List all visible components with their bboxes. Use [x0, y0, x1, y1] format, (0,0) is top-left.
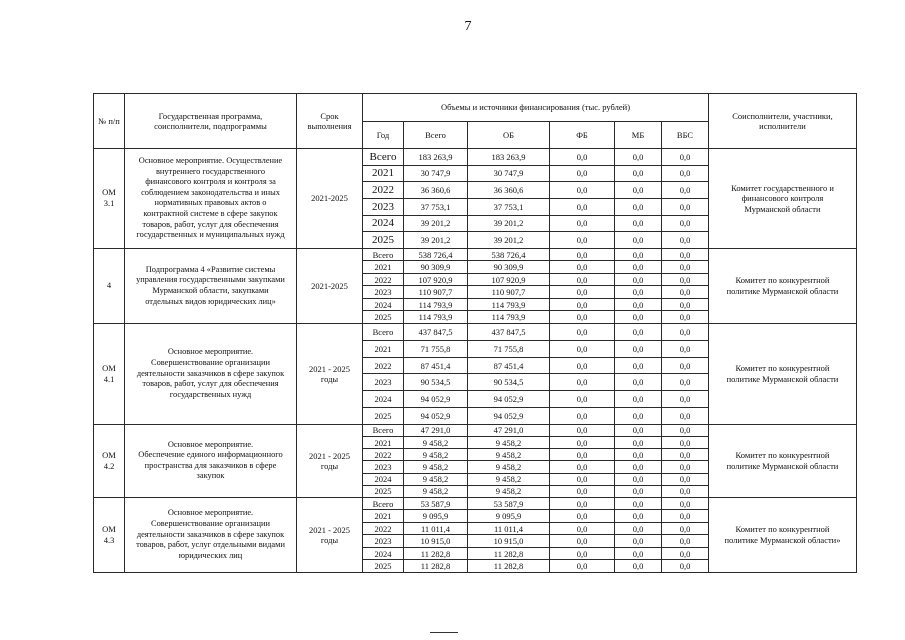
- mb-cell: 0,0: [615, 286, 662, 299]
- term-cell: 2021 - 2025 годы: [297, 323, 363, 424]
- vbs-cell: 0,0: [662, 424, 709, 436]
- fb-cell: 0,0: [550, 273, 615, 286]
- fb-cell: 0,0: [550, 149, 615, 166]
- total-cell: 30 747,9: [404, 165, 468, 182]
- ob-cell: 71 755,8: [468, 340, 550, 357]
- mb-cell: 0,0: [615, 149, 662, 166]
- total-cell: 183 263,9: [404, 149, 468, 166]
- ob-cell: 90 309,9: [468, 261, 550, 274]
- vbs-cell: 0,0: [662, 374, 709, 391]
- table-row: [94, 424, 857, 436]
- ob-cell: 39 201,2: [468, 232, 550, 249]
- ob-cell: 87 451,4: [468, 357, 550, 374]
- year-cell: 2024: [363, 391, 404, 408]
- header-term: Срок выполнения: [297, 94, 363, 149]
- ob-cell: 10 915,0: [468, 535, 550, 548]
- year-cell: 2024: [363, 298, 404, 311]
- mb-cell: 0,0: [615, 535, 662, 548]
- program-cell: Основное мероприятие. Обеспечение единого информационного пространства для заказчиков в сфере закупок: [125, 424, 297, 497]
- vbs-cell: 0,0: [662, 298, 709, 311]
- year-cell: 2023: [363, 198, 404, 215]
- mb-cell: 0,0: [615, 261, 662, 274]
- year-cell: 2025: [363, 485, 404, 497]
- fb-cell: 0,0: [550, 311, 615, 324]
- fb-cell: 0,0: [550, 261, 615, 274]
- fb-cell: 0,0: [550, 522, 615, 535]
- fb-cell: 0,0: [550, 286, 615, 299]
- mb-cell: 0,0: [615, 248, 662, 261]
- financing-table: [93, 93, 857, 573]
- vbs-cell: 0,0: [662, 522, 709, 535]
- header-program: Государственная программа, соисполнители, подпрограммы: [125, 94, 297, 149]
- ob-cell: 437 847,5: [468, 323, 550, 340]
- mb-cell: 0,0: [615, 273, 662, 286]
- program-cell: Основное мероприятие. Совершенствование организации деятельности заказчиков в сфере закупок товаров, работ, услуг отдельными видами юридических лиц: [125, 497, 297, 572]
- total-cell: 9 458,2: [404, 461, 468, 473]
- table-row: [94, 323, 857, 340]
- fb-cell: 0,0: [550, 424, 615, 436]
- fb-cell: 0,0: [550, 340, 615, 357]
- vbs-cell: 0,0: [662, 261, 709, 274]
- vbs-cell: 0,0: [662, 485, 709, 497]
- fb-cell: 0,0: [550, 535, 615, 548]
- row-number-cell: ОМ 4.2: [94, 424, 125, 497]
- header-row: [94, 94, 857, 122]
- term-cell: 2021 - 2025 годы: [297, 497, 363, 572]
- fb-cell: 0,0: [550, 298, 615, 311]
- ob-cell: 9 095,9: [468, 510, 550, 523]
- total-cell: 9 458,2: [404, 473, 468, 485]
- mb-cell: 0,0: [615, 510, 662, 523]
- mb-cell: 0,0: [615, 323, 662, 340]
- total-cell: 11 282,8: [404, 547, 468, 560]
- coexecutors-cell: Комитет государственного и финансового контроля Мурманской области: [709, 149, 857, 249]
- fb-cell: 0,0: [550, 510, 615, 523]
- ob-cell: 9 458,2: [468, 461, 550, 473]
- year-cell: 2022: [363, 357, 404, 374]
- total-cell: 10 915,0: [404, 535, 468, 548]
- header-total: Всего: [404, 122, 468, 149]
- year-cell: 2023: [363, 461, 404, 473]
- ob-cell: 107 920,9: [468, 273, 550, 286]
- vbs-cell: 0,0: [662, 232, 709, 249]
- year-cell: 2023: [363, 535, 404, 548]
- mb-cell: 0,0: [615, 473, 662, 485]
- mb-cell: 0,0: [615, 298, 662, 311]
- fb-cell: 0,0: [550, 248, 615, 261]
- total-cell: 87 451,4: [404, 357, 468, 374]
- year-cell: 2024: [363, 473, 404, 485]
- ob-cell: 36 360,6: [468, 182, 550, 199]
- fb-cell: 0,0: [550, 198, 615, 215]
- ob-cell: 90 534,5: [468, 374, 550, 391]
- vbs-cell: 0,0: [662, 311, 709, 324]
- row-number-cell: ОМ 4.1: [94, 323, 125, 424]
- total-cell: 94 052,9: [404, 391, 468, 408]
- mb-cell: 0,0: [615, 311, 662, 324]
- year-cell: 2021: [363, 340, 404, 357]
- fb-cell: 0,0: [550, 473, 615, 485]
- ob-cell: 11 011,4: [468, 522, 550, 535]
- total-cell: 53 587,9: [404, 497, 468, 510]
- mb-cell: 0,0: [615, 485, 662, 497]
- total-cell: 71 755,8: [404, 340, 468, 357]
- coexecutors-cell: Комитет по конкурентной политике Мурманской области: [709, 424, 857, 497]
- coexecutors-cell: Комитет по конкурентной политике Мурманской области: [709, 248, 857, 323]
- ob-cell: 183 263,9: [468, 149, 550, 166]
- ob-cell: 9 458,2: [468, 473, 550, 485]
- mb-cell: 0,0: [615, 437, 662, 449]
- program-cell: Основное мероприятие. Совершенствование организации деятельности заказчиков в сфере закупок товаров, работ, услуг для обеспечения государственных нужд: [125, 323, 297, 424]
- mb-cell: 0,0: [615, 522, 662, 535]
- table-row: [94, 497, 857, 510]
- header-mb: МБ: [615, 122, 662, 149]
- year-cell: 2024: [363, 215, 404, 232]
- fb-cell: 0,0: [550, 547, 615, 560]
- ob-cell: 11 282,8: [468, 547, 550, 560]
- table-row: [94, 248, 857, 261]
- total-cell: 11 011,4: [404, 522, 468, 535]
- ob-cell: 114 793,9: [468, 298, 550, 311]
- coexecutors-cell: Комитет по конкурентной политике Мурманской области: [709, 323, 857, 424]
- vbs-cell: 0,0: [662, 535, 709, 548]
- year-cell: 2025: [363, 232, 404, 249]
- ob-cell: 110 907,7: [468, 286, 550, 299]
- vbs-cell: 0,0: [662, 215, 709, 232]
- year-cell: 2021: [363, 437, 404, 449]
- vbs-cell: 0,0: [662, 286, 709, 299]
- row-number-cell: ОМ 3.1: [94, 149, 125, 249]
- year-cell: Всего: [363, 323, 404, 340]
- year-cell: Всего: [363, 497, 404, 510]
- total-cell: 107 920,9: [404, 273, 468, 286]
- header-number: № п/п: [94, 94, 125, 149]
- total-cell: 94 052,9: [404, 408, 468, 425]
- header-coexecutors: Соисполнители, участники, исполнители: [709, 94, 857, 149]
- fb-cell: 0,0: [550, 357, 615, 374]
- total-cell: 37 753,1: [404, 198, 468, 215]
- year-cell: Всего: [363, 424, 404, 436]
- total-cell: 11 282,8: [404, 560, 468, 573]
- total-cell: 9 095,9: [404, 510, 468, 523]
- fb-cell: 0,0: [550, 485, 615, 497]
- fb-cell: 0,0: [550, 461, 615, 473]
- total-cell: 110 907,7: [404, 286, 468, 299]
- mb-cell: 0,0: [615, 215, 662, 232]
- ob-cell: 11 282,8: [468, 560, 550, 573]
- row-number-cell: 4: [94, 248, 125, 323]
- vbs-cell: 0,0: [662, 198, 709, 215]
- fb-cell: 0,0: [550, 165, 615, 182]
- table-row: [94, 149, 857, 166]
- mb-cell: 0,0: [615, 357, 662, 374]
- vbs-cell: 0,0: [662, 323, 709, 340]
- mb-cell: 0,0: [615, 340, 662, 357]
- mb-cell: 0,0: [615, 198, 662, 215]
- total-cell: 437 847,5: [404, 323, 468, 340]
- vbs-cell: 0,0: [662, 547, 709, 560]
- ob-cell: 538 726,4: [468, 248, 550, 261]
- year-cell: 2021: [363, 510, 404, 523]
- vbs-cell: 0,0: [662, 408, 709, 425]
- year-cell: 2021: [363, 261, 404, 274]
- vbs-cell: 0,0: [662, 273, 709, 286]
- year-cell: Всего: [363, 149, 404, 166]
- mb-cell: 0,0: [615, 391, 662, 408]
- ob-cell: 9 458,2: [468, 485, 550, 497]
- total-cell: 538 726,4: [404, 248, 468, 261]
- vbs-cell: 0,0: [662, 437, 709, 449]
- mb-cell: 0,0: [615, 449, 662, 461]
- vbs-cell: 0,0: [662, 165, 709, 182]
- header-fb: ФБ: [550, 122, 615, 149]
- table-body: [94, 149, 857, 573]
- year-cell: 2025: [363, 560, 404, 573]
- total-cell: 9 458,2: [404, 449, 468, 461]
- mb-cell: 0,0: [615, 560, 662, 573]
- mb-cell: 0,0: [615, 408, 662, 425]
- footer-line: [430, 632, 458, 633]
- year-cell: 2022: [363, 273, 404, 286]
- ob-cell: 9 458,2: [468, 449, 550, 461]
- page-number: 7: [464, 19, 472, 34]
- fb-cell: 0,0: [550, 497, 615, 510]
- vbs-cell: 0,0: [662, 473, 709, 485]
- year-cell: 2022: [363, 182, 404, 199]
- program-cell: Подпрограмма 4 «Развитие системы управления государственными закупками Мурманской области, закупками отдельных видов юридических лиц»: [125, 248, 297, 323]
- total-cell: 36 360,6: [404, 182, 468, 199]
- year-cell: 2022: [363, 522, 404, 535]
- year-cell: 2022: [363, 449, 404, 461]
- term-cell: 2021 - 2025 годы: [297, 424, 363, 497]
- vbs-cell: 0,0: [662, 149, 709, 166]
- vbs-cell: 0,0: [662, 340, 709, 357]
- ob-cell: 114 793,9: [468, 311, 550, 324]
- coexecutors-cell: Комитет по конкурентной политике Мурманской области»: [709, 497, 857, 572]
- fb-cell: 0,0: [550, 182, 615, 199]
- header-year: Год: [363, 122, 404, 149]
- fb-cell: 0,0: [550, 560, 615, 573]
- total-cell: 9 458,2: [404, 485, 468, 497]
- total-cell: 47 291,0: [404, 424, 468, 436]
- header-ob: ОБ: [468, 122, 550, 149]
- ob-cell: 37 753,1: [468, 198, 550, 215]
- fb-cell: 0,0: [550, 408, 615, 425]
- total-cell: 114 793,9: [404, 298, 468, 311]
- ob-cell: 9 458,2: [468, 437, 550, 449]
- mb-cell: 0,0: [615, 182, 662, 199]
- year-cell: 2024: [363, 547, 404, 560]
- term-cell: 2021-2025: [297, 149, 363, 249]
- ob-cell: 94 052,9: [468, 408, 550, 425]
- mb-cell: 0,0: [615, 547, 662, 560]
- year-cell: 2023: [363, 286, 404, 299]
- year-cell: 2023: [363, 374, 404, 391]
- fb-cell: 0,0: [550, 374, 615, 391]
- vbs-cell: 0,0: [662, 560, 709, 573]
- program-cell: Основное мероприятие. Осуществление внутреннего государственного финансового контроля и контроля за соблюдением законодательства и иных нормативных правовых актов о контрактной системе в сфере закупок товаров, работ, услуг для обеспечения государственных и муниципальных нужд: [125, 149, 297, 249]
- year-cell: 2021: [363, 165, 404, 182]
- ob-cell: 47 291,0: [468, 424, 550, 436]
- header-vbs: ВБС: [662, 122, 709, 149]
- mb-cell: 0,0: [615, 232, 662, 249]
- fb-cell: 0,0: [550, 232, 615, 249]
- year-cell: 2025: [363, 408, 404, 425]
- fb-cell: 0,0: [550, 215, 615, 232]
- vbs-cell: 0,0: [662, 357, 709, 374]
- vbs-cell: 0,0: [662, 248, 709, 261]
- vbs-cell: 0,0: [662, 182, 709, 199]
- mb-cell: 0,0: [615, 461, 662, 473]
- total-cell: 39 201,2: [404, 232, 468, 249]
- total-cell: 90 309,9: [404, 261, 468, 274]
- fb-cell: 0,0: [550, 391, 615, 408]
- vbs-cell: 0,0: [662, 449, 709, 461]
- vbs-cell: 0,0: [662, 461, 709, 473]
- table-header: [94, 94, 857, 149]
- ob-cell: 30 747,9: [468, 165, 550, 182]
- vbs-cell: 0,0: [662, 391, 709, 408]
- term-cell: 2021-2025: [297, 248, 363, 323]
- mb-cell: 0,0: [615, 374, 662, 391]
- fb-cell: 0,0: [550, 449, 615, 461]
- year-cell: 2025: [363, 311, 404, 324]
- total-cell: 39 201,2: [404, 215, 468, 232]
- mb-cell: 0,0: [615, 165, 662, 182]
- total-cell: 90 534,5: [404, 374, 468, 391]
- total-cell: 9 458,2: [404, 437, 468, 449]
- ob-cell: 53 587,9: [468, 497, 550, 510]
- mb-cell: 0,0: [615, 424, 662, 436]
- ob-cell: 39 201,2: [468, 215, 550, 232]
- vbs-cell: 0,0: [662, 510, 709, 523]
- mb-cell: 0,0: [615, 497, 662, 510]
- year-cell: Всего: [363, 248, 404, 261]
- row-number-cell: ОМ 4.3: [94, 497, 125, 572]
- total-cell: 114 793,9: [404, 311, 468, 324]
- ob-cell: 94 052,9: [468, 391, 550, 408]
- fb-cell: 0,0: [550, 323, 615, 340]
- vbs-cell: 0,0: [662, 497, 709, 510]
- fb-cell: 0,0: [550, 437, 615, 449]
- header-funding: Объемы и источники финансирования (тыс. рублей): [363, 94, 709, 122]
